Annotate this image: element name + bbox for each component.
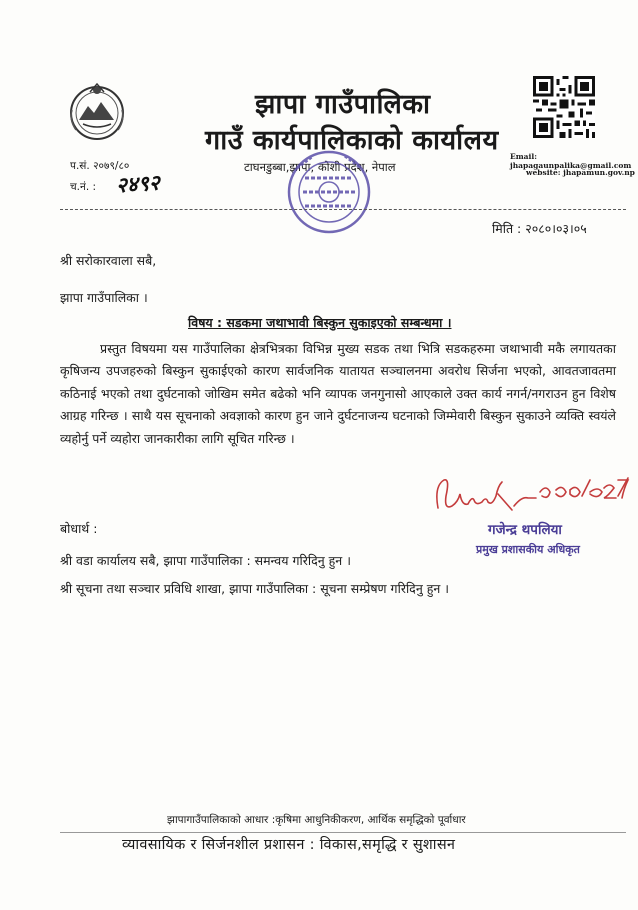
cc-item: श्री वडा कार्यालय सबै, झापा गाउँपालिका : समन्वय गरिदिनु हुन । (60, 553, 351, 568)
office-stamp-icon (285, 148, 373, 236)
letter-date: मिति : २०८०।०३।०५ (492, 221, 587, 236)
office-address: टाघनडुब्बा,झापा, कोशी प्रदेश, नेपाल (244, 160, 396, 174)
body-paragraph: प्रस्तुत विषयमा यस गाउँपालिका क्षेत्रभित्रका विभिन्न मुख्य सडक तथा भित्रि सडकहरुमा जथाभावी मकै लगायतका कृषिजन्य उपजहरुको बिस्कुन सुकाईएको कारण सार्वजनिक यातायत सञ्चालनमा अवरोध सिर्जना भएको, आवतजावतमा कठिनाई भएको तथा दुर्घटनाको जोखिम समेत बढेको भनि व्यापक जनगुनासो आएकाले उक्त कार्य नगर्न/नगराउन हुन विशेष आग्रह गरिन्छ । साथै यस सूचनाको अवज्ञाको कारण हुन जाने दुर्घटनाजन्य घटनाको जिम्मेवारी बिस्कुन सुकाउने व्यक्ति स्वयंले व्यहोर्नु पर्ने व्यहोरा जानकारीका लागि सूचित गरिन्छ । (60, 341, 616, 446)
dispatch-label: च.नं. : (70, 181, 97, 193)
office-title-line2: गाउँ कार्यपालिकाको कार्यालय (205, 125, 499, 156)
reference-number: प.सं. २०७९/८० (70, 160, 130, 172)
recipient: श्री सरोकारवाला सबै, (60, 253, 157, 268)
footer-motto: झापागाउँपालिकाको आधार :कृषिमा आधुनिकीकरण, आर्थिक समृद्धिको पूर्वाधार (167, 814, 466, 826)
dispatch-number: २४९२ (115, 169, 161, 198)
cc-label: बोधार्थ : (60, 521, 98, 536)
office-title-line1: झापा गाउँपालिका (255, 89, 431, 120)
signatory-title: प्रमुख प्रशासकीय अधिकृत (476, 543, 580, 556)
qr-code-icon (533, 76, 595, 138)
nepal-emblem-icon (66, 80, 128, 142)
header-divider (60, 209, 626, 210)
office-email: Email: jhapagaunpalika@gmail.com (510, 152, 632, 170)
office-website: website: jhapamun.gov.np (526, 168, 635, 177)
recipient-office: झापा गाउँपालिका । (60, 290, 148, 305)
signatory-name: गजेन्द्र थपलिया (488, 522, 562, 538)
cc-item: श्री सूचना तथा सञ्चार प्रविधि शाखा, झापा गाउँपालिका : सूचना सम्प्रेषण गरिदिनु हुन । (60, 581, 450, 596)
footer-divider (60, 832, 626, 833)
handwritten-signature-icon (432, 466, 632, 524)
footer-slogan: व्यावसायिक र सिर्जनशील प्रशासन : विकास,समृद्धि र सुशासन (122, 837, 456, 853)
subject-line: विषय : सडकमा जथाभावी बिस्कुन सुकाइएको सम्बन्धमा । (188, 315, 452, 330)
